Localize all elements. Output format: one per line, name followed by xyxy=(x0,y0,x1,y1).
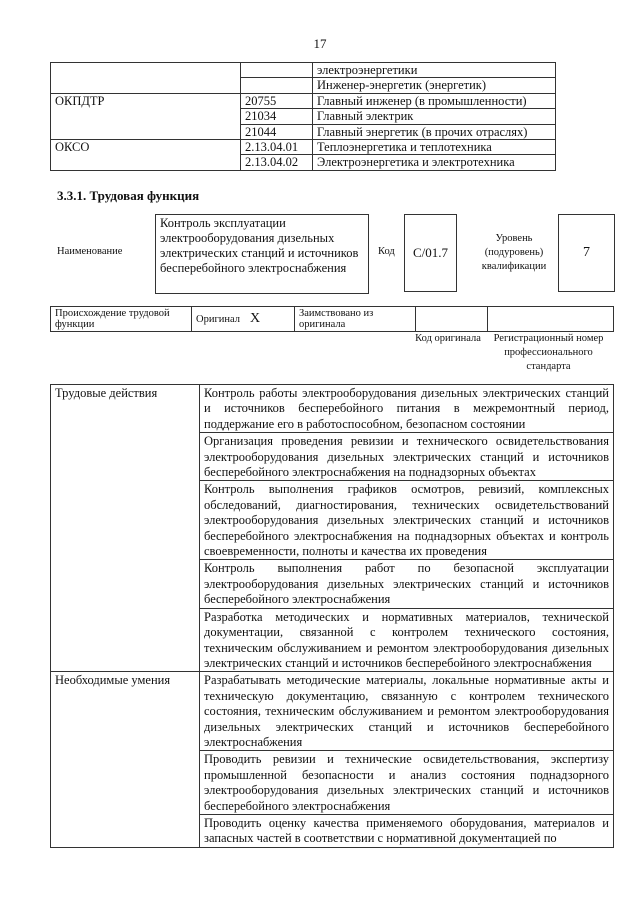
labor-actions-label: Трудовые действия xyxy=(51,385,200,672)
code-cell: 2.13.04.01 xyxy=(241,140,313,155)
table-row xyxy=(51,63,556,78)
skill-text: Проводить оценку качества применяемого оборудования, материалов и запасных частей в соответствии с нормативной документацией по xyxy=(200,814,614,847)
classifier-cell xyxy=(51,63,241,94)
function-code-box xyxy=(404,214,457,292)
original-mark: X xyxy=(250,311,261,326)
labor-action-text: Контроль выполнения работ по безопасной эксплуатации электрооборудования дизельных электрических станций и источников бесперебойного электроснабжения xyxy=(200,560,614,608)
name-cell: Главный электрик xyxy=(313,109,556,124)
original-code-cell xyxy=(416,307,488,332)
name-cell: Главный инженер (в промышленности) xyxy=(313,93,556,108)
code-cell: 21034 xyxy=(241,109,313,124)
name-cell: Теплоэнергетика и теплотехника xyxy=(313,140,556,155)
name-label: Наименование xyxy=(57,246,123,257)
labor-action-text: Контроль выполнения графиков осмотров, ревизий, комплексных обследований, диагностирования, технических освидетельствований электрооборудования дизельных электрических станций и источников бесперебойного электроснабжения на поднадзорных объектах и контроль своевременности, полноты и качества их проведения xyxy=(200,481,614,560)
classifier-codes-table xyxy=(50,62,556,171)
function-details-table xyxy=(50,384,614,848)
level-label: Уровень (подуровень) квалификации xyxy=(481,233,547,272)
name-cell: электроэнергетики xyxy=(313,63,556,78)
origin-label: Происхождение трудовой функции xyxy=(51,307,192,332)
classifier-cell: ОКСО xyxy=(51,140,241,171)
labor-action-text: Организация проведения ревизии и технического освидетельствования электрооборудования дизельных электрических станций и источников бесперебойного электроснабжения на поднадзорных объектах xyxy=(200,433,614,481)
name-cell: Главный энергетик (в прочих отраслях) xyxy=(313,124,556,139)
original-cell xyxy=(192,307,295,332)
labor-action-row xyxy=(51,385,614,433)
name-cell: Электроэнергетика и электротехника xyxy=(313,155,556,170)
section-heading: 3.3.1. Трудовая функция xyxy=(57,188,200,203)
original-label: Оригинал xyxy=(196,314,240,325)
skill-row xyxy=(51,672,614,751)
code-cell: 20755 xyxy=(241,93,313,108)
origin-table xyxy=(50,306,614,332)
original-code-label: Код оригинала xyxy=(415,333,481,344)
function-code: C/01.7 xyxy=(412,245,449,260)
table-row xyxy=(51,140,556,155)
borrowed-label: Заимствовано из оригинала xyxy=(295,307,416,332)
code-cell xyxy=(241,63,313,78)
reg-number-label: Регистрационный номер профессионального стандарта xyxy=(493,333,604,372)
level-box xyxy=(558,214,615,292)
skill-text: Разрабатывать методические материалы, локальные нормативные акты и техническую документацию, связанную с контролем технического состояния, техническим обслуживанием и ремонтом электрооборудования дизельных электрических станций и источников бесперебойного электроснабжения xyxy=(200,672,614,751)
code-cell: 2.13.04.02 xyxy=(241,155,313,170)
reg-number-cell xyxy=(488,307,614,332)
labor-action-text: Контроль работы электрооборудования дизельных электрических станций и источников бесперебойного питания в межремонтный период, поддержание его в работоспособном, безопасном состоянии xyxy=(200,385,614,433)
level-value: 7 xyxy=(583,245,590,260)
code-cell xyxy=(241,78,313,93)
skill-text: Проводить ревизии и технические освидетельствования, экспертизу промышленной безопасности и анализ состояния поднадзорного электрооборудования дизельных электрических станций и источников бесперебойного электроснабжения xyxy=(200,751,614,815)
name-cell: Инженер-энергетик (энергетик) xyxy=(313,78,556,93)
classifier-cell: ОКПДТР xyxy=(51,93,241,139)
table-row xyxy=(51,93,556,108)
function-name-box: Контроль эксплуатации электрооборудования дизельных электрических станций и источников бесперебойного электроснабжения xyxy=(155,214,369,294)
skills-label: Необходимые умения xyxy=(51,672,200,847)
code-label: Код xyxy=(378,246,395,257)
labor-action-text: Разработка методических и нормативных материалов, технической документации, связанной с контролем технического состояния, техническим обслуживанием и ремонтом электрооборудования дизельных электрических станций и источников бесперебойного электроснабжения xyxy=(200,608,614,672)
code-cell: 21044 xyxy=(241,124,313,139)
page-number: 17 xyxy=(313,36,327,51)
